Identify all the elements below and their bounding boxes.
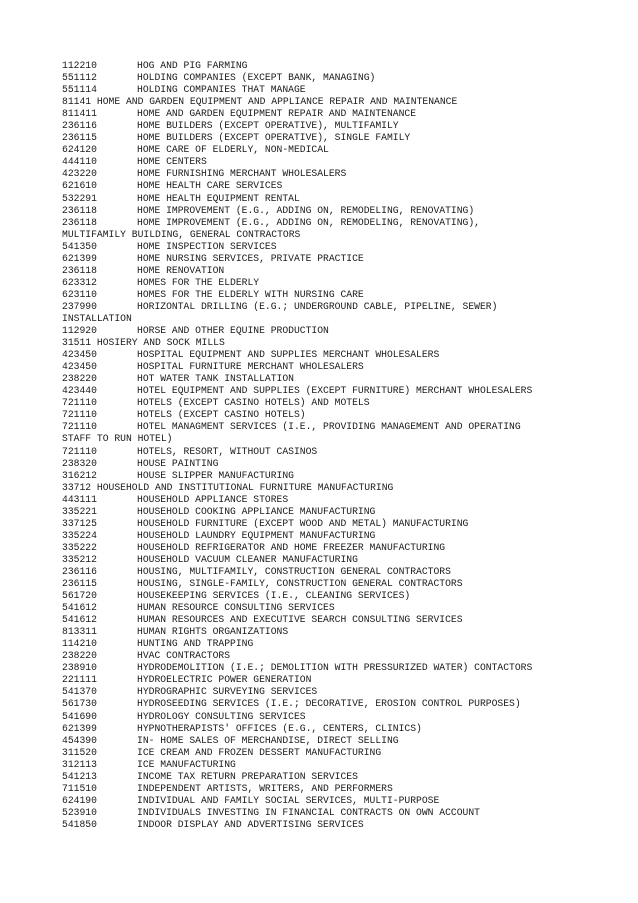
- listing-row: [62, 735, 632, 747]
- naics-code: 541850: [62, 818, 97, 830]
- industry-description: HOUSING, MULTIFAMILY, CONSTRUCTION GENERAL CONTRACTORS: [137, 565, 451, 577]
- industry-description: HOUSE PAINTING: [137, 457, 219, 469]
- naics-code: 236118: [62, 204, 97, 216]
- listing-row: [62, 542, 632, 554]
- naics-code: 237990: [62, 300, 97, 312]
- industry-description: INDOOR DISPLAY AND ADVERTISING SERVICES: [137, 818, 364, 830]
- industry-description: HUMAN RIGHTS ORGANIZATIONS: [137, 626, 289, 638]
- listing-row: [62, 205, 632, 217]
- industry-description: HOUSEHOLD COOKING APPLIANCE MANUFACTURING: [137, 505, 376, 517]
- listing-row: [62, 686, 632, 698]
- industry-description: HOME BUILDERS (EXCEPT OPERATIVE), SINGLE FAMILY: [137, 132, 411, 144]
- listing-row: [62, 590, 632, 602]
- naics-code: 623110: [62, 288, 97, 300]
- industry-description: INCOME TAX RETURN PREPARATION SERVICES: [137, 770, 358, 782]
- listing-row: [62, 458, 632, 470]
- industry-description: HOME HEALTH CARE SERVICES: [137, 180, 283, 192]
- naics-code: 541213: [62, 770, 97, 782]
- industry-description: HVAC CONTRACTORS: [137, 650, 231, 662]
- naics-code: 238320: [62, 457, 97, 469]
- naics-code: 621399: [62, 722, 97, 734]
- listing-continuation-line: MULTIFAMILY BUILDING, GENERAL CONTRACTORS: [62, 228, 301, 240]
- listing-row: [62, 795, 632, 807]
- listing-row: [62, 530, 632, 542]
- listing-row: [62, 698, 632, 710]
- industry-description: HOUSEKEEPING SERVICES (I.E., CLEANING SERVICES): [137, 590, 411, 602]
- listing-row-inline: 33712 HOUSEHOLD AND INSTITUTIONAL FURNITURE MANUFACTURING: [62, 481, 394, 493]
- listing-row: [62, 193, 632, 205]
- listing-row: [62, 518, 632, 530]
- naics-code: 335212: [62, 553, 97, 565]
- industry-description: HOME NURSING SERVICES, PRIVATE PRACTICE: [137, 252, 364, 264]
- naics-code: 621610: [62, 180, 97, 192]
- listing-row: [62, 361, 632, 373]
- industry-description: HOME HEALTH EQUIPMENT RENTAL: [137, 192, 300, 204]
- naics-code: 551112: [62, 72, 97, 84]
- listing-row: [62, 566, 632, 578]
- listing-row: [62, 783, 632, 795]
- listing-row: [62, 650, 632, 662]
- naics-code: 624190: [62, 794, 97, 806]
- listing-row: [62, 84, 632, 96]
- naics-code: 236115: [62, 132, 97, 144]
- naics-code: 238220: [62, 650, 97, 662]
- industry-description: HOME IMPROVEMENT (E.G., ADDING ON, REMODELING, RENOVATING),: [137, 216, 480, 228]
- listing-row: [62, 711, 632, 723]
- naics-code: 335221: [62, 505, 97, 517]
- industry-description: HOTELS (EXCEPT CASINO HOTELS): [137, 409, 306, 421]
- naics-code: 721110: [62, 409, 97, 421]
- industry-description: HOUSEHOLD APPLIANCE STORES: [137, 493, 289, 505]
- listing-row: [62, 446, 632, 458]
- industry-description: HOME BUILDERS (EXCEPT OPERATIVE), MULTIFAMILY: [137, 120, 399, 132]
- industry-description: HORSE AND OTHER EQUINE PRODUCTION: [137, 325, 329, 337]
- listing-row-inline: 31511 HOSIERY AND SOCK MILLS: [62, 337, 225, 349]
- naics-code: 335222: [62, 541, 97, 553]
- industry-description: HORIZONTAL DRILLING (E.G.; UNDERGROUND CABLE, PIPELINE, SEWER): [137, 300, 498, 312]
- industry-description: HOTELS (EXCEPT CASINO HOTELS) AND MOTELS: [137, 397, 370, 409]
- listing-row: [62, 626, 632, 638]
- naics-code: 423220: [62, 168, 97, 180]
- listing-row: [62, 168, 632, 180]
- listing-row: [62, 494, 632, 506]
- listing-row: [62, 217, 632, 229]
- industry-description: HOMES FOR THE ELDERLY: [137, 276, 260, 288]
- naics-code: 541612: [62, 614, 97, 626]
- listing-row: [62, 723, 632, 735]
- naics-code: 721110: [62, 445, 97, 457]
- naics-code: 423440: [62, 385, 97, 397]
- naics-code: 238910: [62, 662, 97, 674]
- listing-row: [62, 241, 632, 253]
- industry-description: HOME FURNISHING MERCHANT WHOLESALERS: [137, 168, 347, 180]
- naics-code: 238220: [62, 373, 97, 385]
- listing-row: [62, 470, 632, 482]
- listing-row: [62, 72, 632, 84]
- industry-description: HOSPITAL EQUIPMENT AND SUPPLIES MERCHANT WHOLESALERS: [137, 349, 440, 361]
- listing-row: [62, 373, 632, 385]
- industry-description: HUNTING AND TRAPPING: [137, 638, 254, 650]
- naics-code: 721110: [62, 397, 97, 409]
- listing-row: [62, 578, 632, 590]
- naics-code: 335224: [62, 529, 97, 541]
- naics-code: 523910: [62, 806, 97, 818]
- listing-row: [62, 277, 632, 289]
- naics-code: 711510: [62, 782, 97, 794]
- naics-code: 621399: [62, 252, 97, 264]
- naics-code: 443111: [62, 493, 97, 505]
- listing-row: [62, 325, 632, 337]
- naics-code: 541690: [62, 710, 97, 722]
- naics-code: 541612: [62, 602, 97, 614]
- industry-description: HOUSEHOLD LAUNDRY EQUIPMENT MANUFACTURING: [137, 529, 376, 541]
- naics-code: 236116: [62, 120, 97, 132]
- industry-description: HYDROGRAPHIC SURVEYING SERVICES: [137, 686, 318, 698]
- industry-description: HYPNOTHERAPISTS' OFFICES (E.G., CENTERS, CLINICS): [137, 722, 422, 734]
- industry-description: HOTELS, RESORT, WITHOUT CASINOS: [137, 445, 318, 457]
- listing-row: [62, 421, 632, 433]
- listing-row: [62, 638, 632, 650]
- listing-row: [62, 289, 632, 301]
- industry-description: HOLDING COMPANIES (EXCEPT BANK, MANAGING): [137, 72, 376, 84]
- naics-code: 551114: [62, 84, 97, 96]
- naics-code: 236118: [62, 264, 97, 276]
- listing-row: [62, 409, 632, 421]
- listing-row: [62, 759, 632, 771]
- industry-description: IN- HOME SALES OF MERCHANDISE, DIRECT SELLING: [137, 734, 399, 746]
- industry-description: HYDROELECTRIC POWER GENERATION: [137, 674, 312, 686]
- industry-description: HOG AND PIG FARMING: [137, 60, 248, 71]
- listing-row-inline: 81141 HOME AND GARDEN EQUIPMENT AND APPLIANCE REPAIR AND MAINTENANCE: [62, 96, 458, 108]
- industry-description: INDIVIDUAL AND FAMILY SOCIAL SERVICES, MULTI-PURPOSE: [137, 794, 440, 806]
- industry-description: INDIVIDUALS INVESTING IN FINANCIAL CONTRACTS ON OWN ACCOUNT: [137, 806, 480, 818]
- industry-description: HYDROSEEDING SERVICES (I.E.; DECORATIVE, EROSION CONTROL PURPOSES): [137, 698, 521, 710]
- listing-row: [62, 506, 632, 518]
- naics-code: 811411: [62, 108, 97, 120]
- industry-description: HOLDING COMPANIES THAT MANAGE: [137, 84, 306, 96]
- naics-code: 236118: [62, 216, 97, 228]
- naics-code: 454390: [62, 734, 97, 746]
- listing-row: [62, 397, 632, 409]
- listing-row: [62, 132, 632, 144]
- industry-description: HYDROLOGY CONSULTING SERVICES: [137, 710, 306, 722]
- naics-code: 112920: [62, 325, 97, 337]
- industry-description: HOME INSPECTION SERVICES: [137, 240, 277, 252]
- listing-row: [62, 349, 632, 361]
- industry-description: HUMAN RESOURCES AND EXECUTIVE SEARCH CONSULTING SERVICES: [137, 614, 463, 626]
- industry-description: HOT WATER TANK INSTALLATION: [137, 373, 294, 385]
- naics-code: 423450: [62, 349, 97, 361]
- listing-row: [62, 301, 632, 313]
- naics-code: 444110: [62, 156, 97, 168]
- listing-row: [62, 662, 632, 674]
- industry-description: HOTEL MANAGMENT SERVICES (I.E., PROVIDING MANAGEMENT AND OPERATING: [137, 421, 521, 433]
- naics-code: 236116: [62, 565, 97, 577]
- naics-code: 624120: [62, 144, 97, 156]
- listing-row: [62, 771, 632, 783]
- listing-row: [62, 120, 632, 132]
- naics-code: 623312: [62, 276, 97, 288]
- listing-row: [62, 108, 632, 120]
- listing-row: [62, 807, 632, 819]
- industry-description: ICE CREAM AND FROZEN DESSERT MANUFACTURING: [137, 746, 382, 758]
- industry-description: HOUSEHOLD REFRIGERATOR AND HOME FREEZER MANUFACTURING: [137, 541, 446, 553]
- naics-code: 112210: [62, 60, 97, 71]
- industry-description: HOUSE SLIPPER MANUFACTURING: [137, 469, 294, 481]
- naics-code: 221111: [62, 674, 97, 686]
- industry-description: HOUSING, SINGLE-FAMILY, CONSTRUCTION GENERAL CONTRACTORS: [137, 578, 463, 590]
- listing-row: [62, 144, 632, 156]
- listing-continuation-line: STAFF TO RUN HOTEL): [62, 433, 173, 445]
- naics-code: 813311: [62, 626, 97, 638]
- listing-row: [62, 60, 632, 72]
- listing-row: [62, 253, 632, 265]
- naics-code: 541370: [62, 686, 97, 698]
- naics-code: 561730: [62, 698, 97, 710]
- naics-code: 423450: [62, 361, 97, 373]
- listing-row: [62, 156, 632, 168]
- industry-description: ICE MANUFACTURING: [137, 758, 236, 770]
- naics-code: 311520: [62, 746, 97, 758]
- listing-row: [62, 747, 632, 759]
- listing-row: [62, 385, 632, 397]
- naics-code: 316212: [62, 469, 97, 481]
- industry-description: HOME RENOVATION: [137, 264, 225, 276]
- industry-description: HOME AND GARDEN EQUIPMENT REPAIR AND MAINTENANCE: [137, 108, 417, 120]
- listing-continuation-line: INSTALLATION: [62, 312, 132, 324]
- industry-description: HOTEL EQUIPMENT AND SUPPLIES (EXCEPT FURNITURE) MERCHANT WHOLESALERS: [137, 385, 533, 397]
- industry-description: HOUSEHOLD VACUUM CLEANER MANUFACTURING: [137, 553, 358, 565]
- industry-description: HOME CENTERS: [137, 156, 207, 168]
- industry-description: HOUSEHOLD FURNITURE (EXCEPT WOOD AND METAL) MANUFACTURING: [137, 517, 469, 529]
- industry-description: HUMAN RESOURCE CONSULTING SERVICES: [137, 602, 335, 614]
- industry-description: INDEPENDENT ARTISTS, WRITERS, AND PERFORMERS: [137, 782, 393, 794]
- listing-row: [62, 554, 632, 566]
- industry-description: HOMES FOR THE ELDERLY WITH NURSING CARE: [137, 288, 364, 300]
- industry-description: HOME CARE OF ELDERLY, NON-MEDICAL: [137, 144, 329, 156]
- industry-description: HOSPITAL FURNITURE MERCHANT WHOLESALERS: [137, 361, 364, 373]
- listing-row: [62, 614, 632, 626]
- listing-row: [62, 180, 632, 192]
- naics-code: 337125: [62, 517, 97, 529]
- listing-row: [62, 674, 632, 686]
- industry-description: HYDRODEMOLITION (I.E.; DEMOLITION WITH PRESSURIZED WATER) CONTACTORS: [137, 662, 533, 674]
- naics-code: 541350: [62, 240, 97, 252]
- naics-code-listing: [62, 60, 632, 831]
- listing-row: [62, 819, 632, 831]
- listing-row: [62, 265, 632, 277]
- naics-code: 114210: [62, 638, 97, 650]
- listing-row: [62, 602, 632, 614]
- naics-code: 561720: [62, 590, 97, 602]
- industry-description: HOME IMPROVEMENT (E.G., ADDING ON, REMODELING, RENOVATING): [137, 204, 475, 216]
- naics-code: 721110: [62, 421, 97, 433]
- naics-code: 532291: [62, 192, 97, 204]
- naics-code: 312113: [62, 758, 97, 770]
- naics-code: 236115: [62, 578, 97, 590]
